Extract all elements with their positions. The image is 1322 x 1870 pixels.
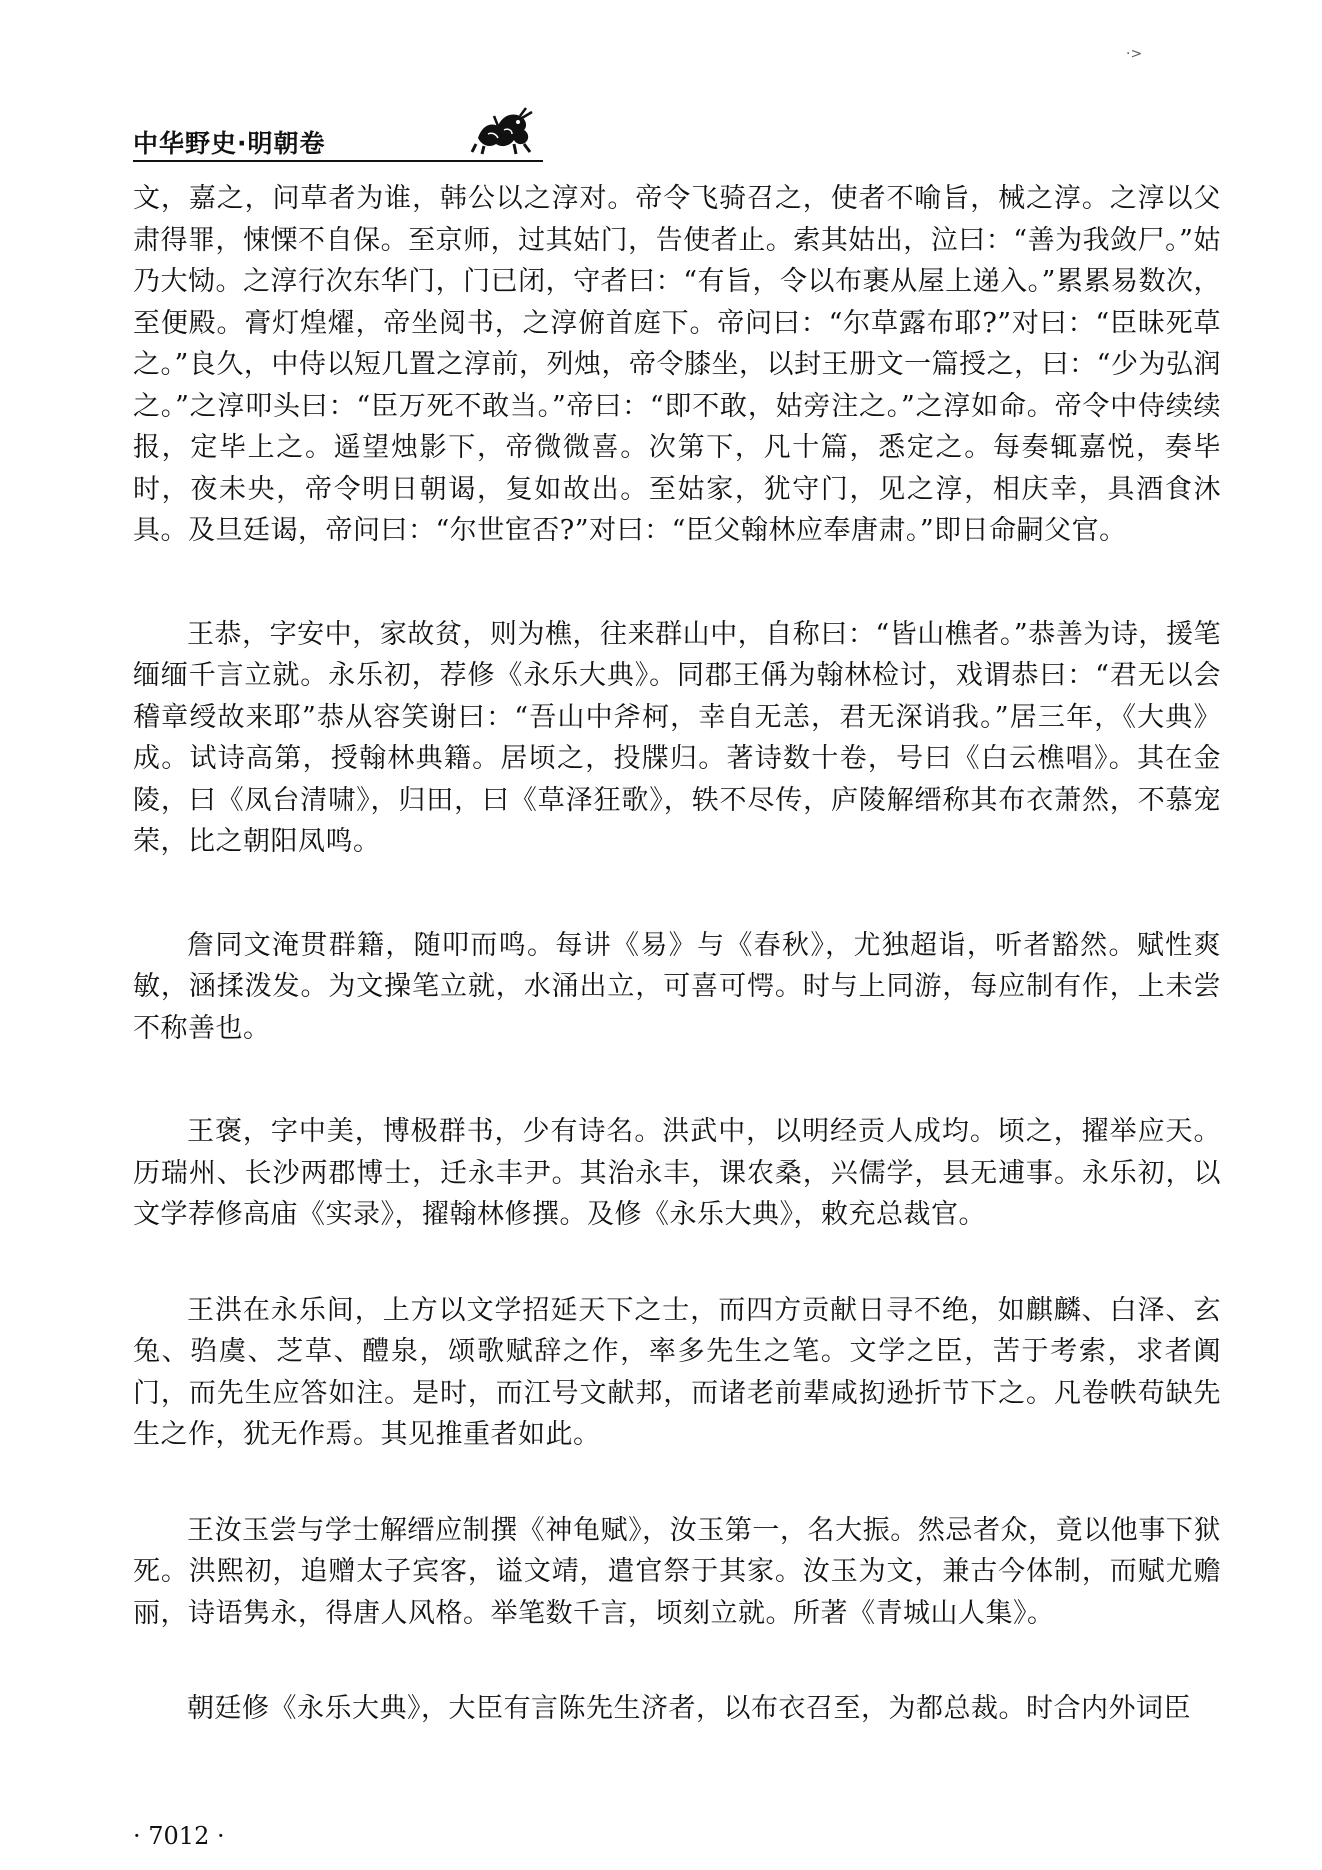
paragraph: 王褒，字中美，博极群书，少有诗名。洪武中，以明经贡人成均。顷之，擢举应天。历瑞州、长沙两郡博士，迁永丰尹。其治永丰，课农桑，兴儒学，县无逋事。永乐初，以文学荐修高庙《实录》，擢翰林修撰。及修《永乐大典》，敕充总裁官。 [133, 1116, 1221, 1230]
header-rule [133, 160, 543, 162]
paragraph-gap [133, 1049, 1221, 1111]
page-number: · 7012 · [133, 1822, 225, 1850]
paragraph: 王恭，字安中，家故贫，则为樵，往来群山中，自称曰：“皆山樵者。”恭善为诗，援笔缅缅千言立就。永乐初，荐修《永乐大典》。同郡王偁为翰林检讨，戏谓恭曰：“君无以会稽章绶故来耶”恭从容笑谢曰：“吾山中斧柯，幸自无恙，君无深诮我。”居三年，《大典》成。试诗高第，授翰林典籍。居顷之，投牒归。著诗数十卷，号曰《白云樵唱》。其在金陵，曰《凤台清啸》，归田，曰《草泽狂歌》，轶不尽传，庐陵解缙称其布衣萧然，不慕宠荣，比之朝阳凤鸣。 [133, 618, 1221, 857]
paragraph-gap [133, 1456, 1221, 1510]
dragon-emblem-icon [468, 104, 538, 156]
paragraph-gap [133, 863, 1221, 925]
paragraph: 王洪在永乐间，上方以文学招延天下之士，而四方贡献日寻不绝，如麒麟、白泽、玄兔、驺虞、芝草、醴泉，颂歌赋辞之作，率多先生之笔。文学之臣，苦于考索，求者阗门，而先生应答如注。是时，而江号文献邦，而诸老前辈咸抝逊折节下之。凡卷帙苟缺先生之作，犹无作焉。其见推重者如此。 [133, 1294, 1221, 1450]
paragraph-gap [133, 552, 1221, 614]
paragraph: 朝廷修《永乐大典》，大臣有言陈先生济者，以布衣召至，为都总裁。时合内外词臣 [187, 1693, 1191, 1724]
scan-mark: ·> [1126, 46, 1143, 62]
paragraph-gap [133, 1236, 1221, 1290]
book-title: 中华野史·明朝卷 [133, 129, 326, 158]
paragraph: 文，嘉之，问草者为谁，韩公以之淳对。帝令飞骑召之，使者不喻旨，械之淳。之淳以父肃得罪，悚慄不自保。至京师，过其姑门，告使者止。索其姑出，泣曰：“善为我敛尸。”姑乃大恸。之淳行次东华门，门已闭，守者曰：“有旨，令以布裹从屋上递入。”累累易数次，至便殿。膏灯煌燿，帝坐阅书，之淳俯首庭下。帝问曰：“尔草露布耶?”对曰：“臣昧死草之。”良久，中侍以短几置之淳前，列烛，帝令膝坐，以封王册文一篇授之，曰：“少为弘润之。”之淳叩头曰：“臣万死不敢当。”帝曰：“即不敢，姑旁注之。”之淳如命。帝令中侍续续报，定毕上之。遥望烛影下，帝微微喜。次第下，凡十篇，悉定之。每奏辄嘉悦，奏毕时，夜未央，帝令明日朝谒，复如故出。至姑家，犹守门，见之淳，相庆幸，具酒食沐具。及旦廷谒，帝问曰：“尔世宦否?”对曰：“臣父翰林应奉唐肃。”即日命嗣父官。 [133, 183, 1221, 546]
page-body [133, 178, 1221, 1730]
running-header [133, 112, 543, 162]
paragraph-gap [133, 1634, 1221, 1688]
paragraph: 王汝玉尝与学士解缙应制撰《神龟赋》，汝玉第一，名大振。然忌者众，竟以他事下狱死。洪熙初，追赠太子宾客，谥文靖，遣官祭于其家。汝玉为文，兼古今体制，而赋尤赡丽，诗语隽永，得唐人风格。举笔数千言，顷刻立就。所著《青城山人集》。 [133, 1514, 1221, 1629]
paragraph: 詹同文淹贯群籍，随叩而鸣。每讲《易》与《春秋》，尤独超诣，听者豁然。赋性爽敏，涵揉泼发。为文操笔立就，水涌出立，可喜可愕。时与上同游，每应制有作，上未尝不称善也。 [133, 929, 1221, 1044]
